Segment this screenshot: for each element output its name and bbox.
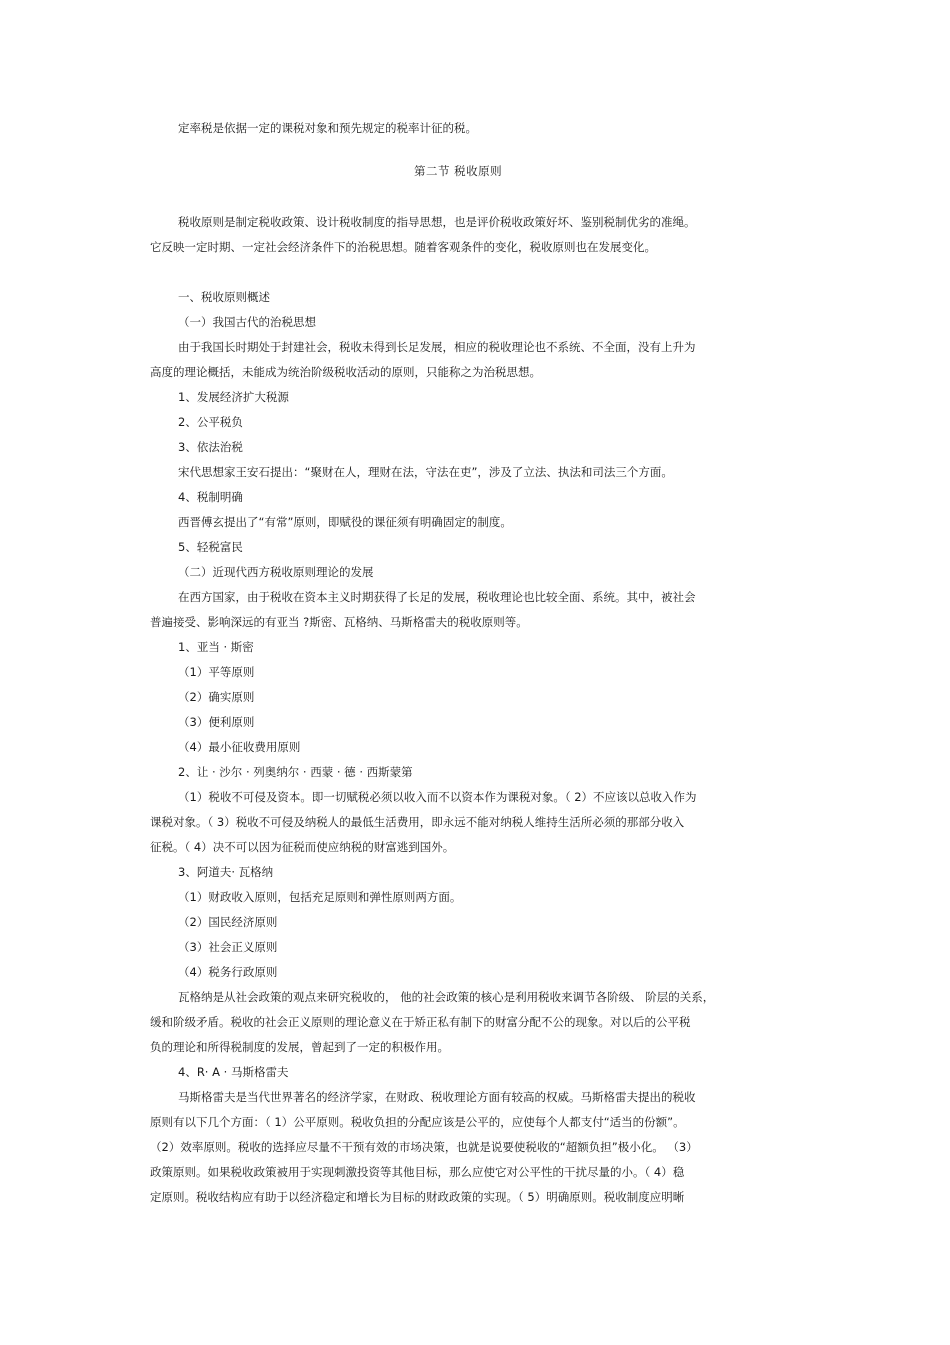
list-item: 3、阿道夫· 瓦格纳	[178, 865, 274, 879]
subheading: （二）近现代西方税收原则理论的发展	[178, 565, 374, 579]
subheading: （一）我国古代的治税思想	[178, 315, 316, 329]
text-line: 在西方国家，由于税收在资本主义时期获得了长足的发展，税收理论也比较全面、系统。其中，被社会	[178, 590, 696, 604]
text-line: 定原则。税收结构应有助于以经济稳定和增长为目标的财政政策的实现。（ 5）明确原则。税收制度应明晰	[150, 1190, 685, 1204]
text-line: 征税。（ 4）决不可以因为征税而使应纳税的财富逃到国外。	[150, 840, 455, 854]
list-item: 1、亚当 · 斯密	[178, 640, 254, 654]
text-line: 缓和阶级矛盾。税收的社会正义原则的理论意义在于矫正私有制下的财富分配不公的现象。对以后的公平税	[150, 1015, 691, 1029]
section-title: 第二节 税收原则	[414, 164, 503, 178]
list-item: 1、发展经济扩大税源	[178, 390, 289, 404]
text-line: 政策原则。如果税收政策被用于实现刺激投资等其他目标，那么应使它对公平性的干扰尽量的小。（ 4）稳	[150, 1165, 685, 1179]
text-line: 课税对象。（ 3）税收不可侵及纳税人的最低生活费用，即永远不能对纳税人维持生活所必须的那部分收入	[150, 815, 685, 829]
text-line: 税收原则是制定税收政策、设计税收制度的指导思想，也是评价税收政策好坏、鉴别税制优劣的准绳。	[178, 215, 696, 229]
list-item: （1）平等原则	[178, 665, 255, 679]
list-item: 2、公平税负	[178, 415, 243, 429]
text-line: 马斯格雷夫是当代世界著名的经济学家，在财政、税收理论方面有较高的权威。马斯格雷夫提出的税收	[178, 1090, 696, 1104]
text-line: 瓦格纳是从社会政策的观点来研究税收的， 他的社会政策的核心是利用税收来调节各阶级、 阶层的关系，	[178, 990, 715, 1004]
list-item: 4、R· A · 马斯格雷夫	[178, 1065, 289, 1079]
list-item: （2）国民经济原则	[178, 915, 278, 929]
text-line: 它反映一定时期、一定社会经济条件下的治税思想。随着客观条件的变化，税收原则也在发展变化。	[150, 240, 656, 254]
list-item: 3、依法治税	[178, 440, 243, 454]
text-line: 定率税是依据一定的课税对象和预先规定的税率计征的税。	[178, 121, 477, 135]
text-line: （2）效率原则。税收的选择应尽量不干预有效的市场决策，也就是说要使税收的“超额负担”极小化。 （3）	[150, 1140, 698, 1154]
list-item: （3）社会正义原则	[178, 940, 278, 954]
list-item: 5、轻税富民	[178, 540, 243, 554]
list-item: （2）确实原则	[178, 690, 255, 704]
text-line: 原则有以下几个方面：（ 1）公平原则。税收负担的分配应该是公平的，应使每个人都支付“适当的份额”。	[150, 1115, 685, 1129]
text-line: 由于我国长时期处于封建社会，税收未得到长足发展，相应的税收理论也不系统、不全面，没有上升为	[178, 340, 696, 354]
subheading: 一、税收原则概述	[178, 290, 270, 304]
list-item: （3）便利原则	[178, 715, 255, 729]
text-line: 普遍接受、影响深远的有亚当 ?斯密、瓦格纳、马斯格雷夫的税收原则等。	[150, 615, 528, 629]
text-line: 西晋傅玄提出了“有常”原则，即赋役的课征须有明确固定的制度。	[178, 515, 512, 529]
list-item: 4、税制明确	[178, 490, 243, 504]
list-item: （1）财政收入原则，包括充足原则和弹性原则两方面。	[178, 890, 462, 904]
list-item: （4）最小征收费用原则	[178, 740, 301, 754]
list-item: 2、让 · 沙尔 · 列奥纳尔 · 西蒙 · 德 · 西斯蒙第	[178, 765, 413, 779]
text-line: 负的理论和所得税制度的发展，曾起到了一定的积极作用。	[150, 1040, 449, 1054]
list-item: （4）税务行政原则	[178, 965, 278, 979]
text-line: 高度的理论概括，未能成为统治阶级税收活动的原则，只能称之为治税思想。	[150, 365, 541, 379]
text-line: 宋代思想家王安石提出：“聚财在人，理财在法，守法在吏”，涉及了立法、执法和司法三个方面。	[178, 465, 673, 479]
text-line: （1）税收不可侵及资本。即一切赋税必须以收入而不以资本作为课税对象。（ 2）不应该以总收入作为	[178, 790, 697, 804]
